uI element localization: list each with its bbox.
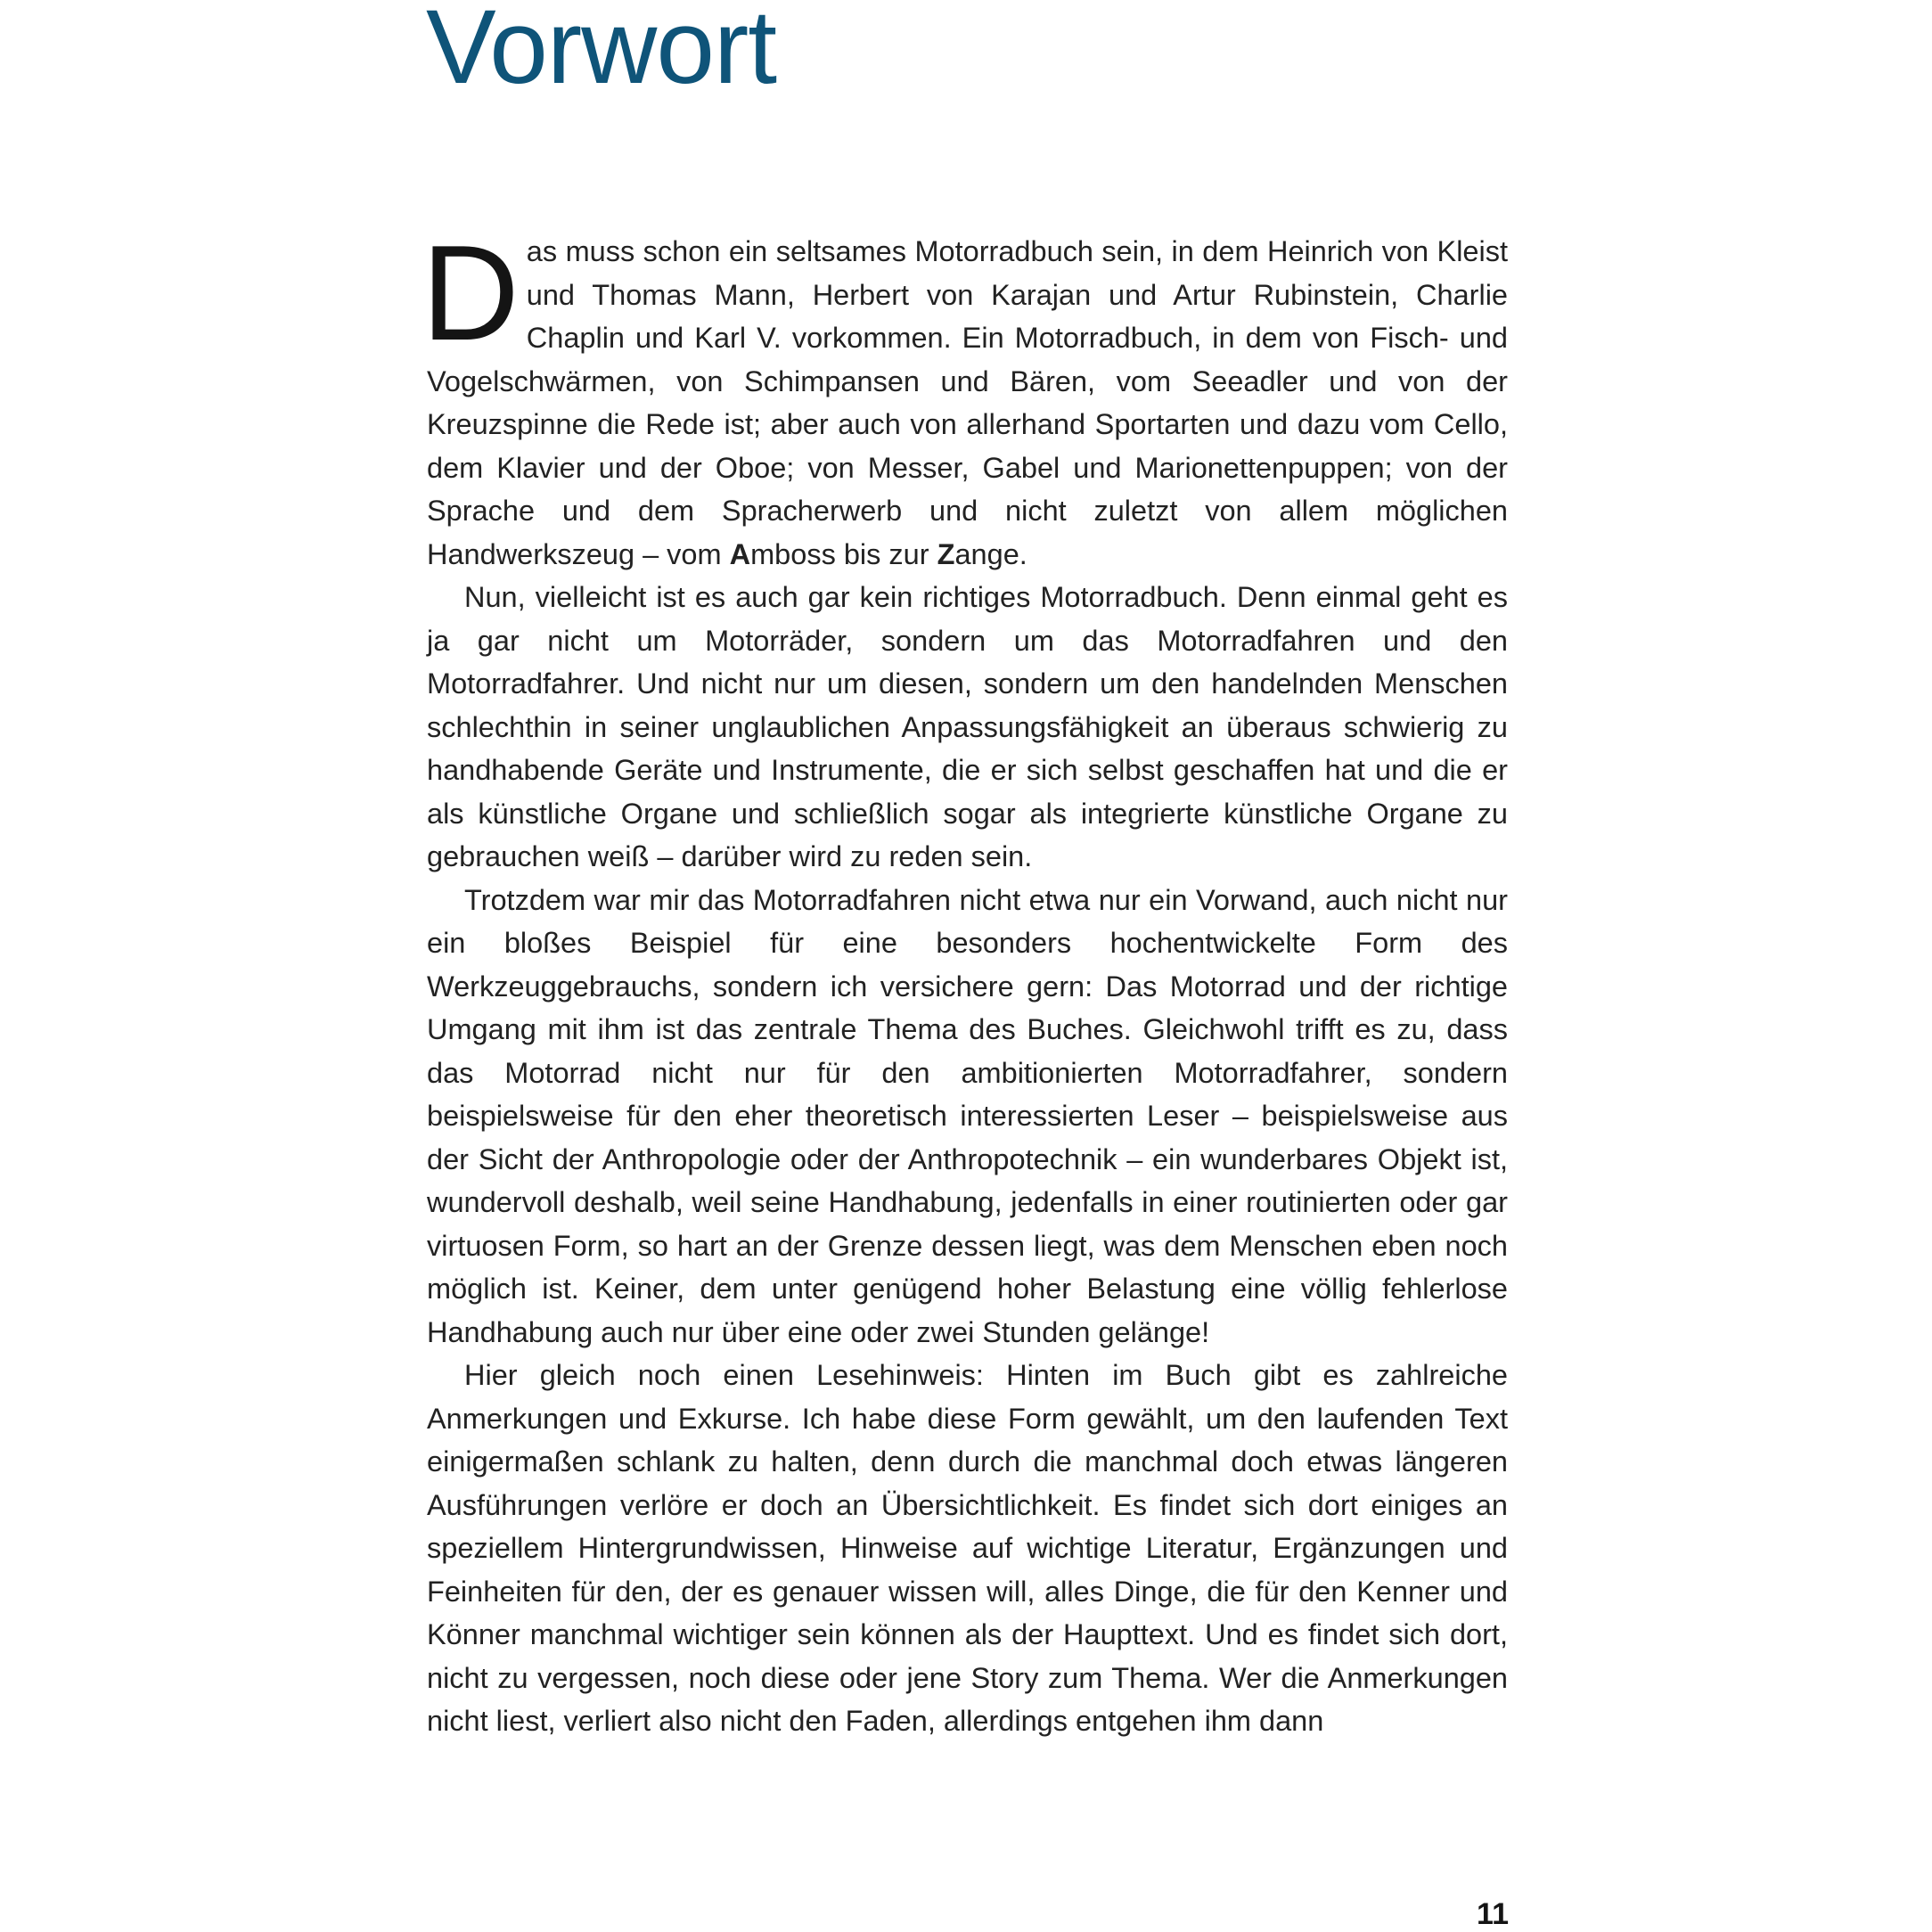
page-title: Vorwort <box>426 0 777 106</box>
drop-cap: D <box>422 217 520 369</box>
bold-initial-a: A <box>729 537 751 570</box>
paragraph-2: Nun, vielleicht ist es auch gar kein richtiges Motorradbuch. Denn einmal geht es ja gar nicht um Motorräder, sondern um das Motorradfahren und den Motorradfahrer. Und nicht nur um diesen, sondern um den handelnden Menschen schlechthin in seiner unglaublichen Anpassungsfähigkeit an überaus schwierig zu handhabende Geräte und Instrumente, die er sich selbst geschaffen hat und die er als künstliche Organe und schließlich sogar als integrierte künstliche Organe zu gebrauchen weiß – darüber wird zu reden sein. <box>427 581 1508 872</box>
page-number: 11 <box>1477 1897 1509 1931</box>
body-text <box>422 217 1508 1743</box>
paragraph-1-tail: ange. <box>954 537 1027 570</box>
paragraph-3: Trotzdem war mir das Motorradfahren nicht etwa nur ein Vorwand, auch nicht nur ein bloßes Beispiel für eine besonders hochentwickelte Form des Werkzeuggebrauchs, sondern ich versichere gern: Das Motorrad und der richtige Umgang mit ihm ist das zentrale Thema des Buches. Gleichwohl trifft es zu, dass das Motorrad nicht nur für den ambitionierten Motorradfahrer, sondern beispielsweise für den eher theoretisch interessierten Leser – beispielsweise aus der Sicht der Anthropologie oder der Anthropotechnik – ein wunderbares Objekt ist, wundervoll deshalb, weil seine Handhabung, jedenfalls in einer routinierten oder gar virtuosen Form, so hart an der Grenze dessen liegt, was dem Menschen eben noch möglich ist. Keiner, dem unter genügend hoher Belastung eine völlig fehlerlose Handhabung auch nur über eine oder zwei Stunden gelänge! <box>427 883 1508 1348</box>
bold-initial-z: Z <box>937 537 955 570</box>
paragraph-1-mid: mboss bis zur <box>750 537 937 570</box>
paragraph-1 <box>422 217 1508 576</box>
paragraph-4: Hier gleich noch einen Lesehinweis: Hinten im Buch gibt es zahlreiche Anmerkungen und Exkurse. Ich habe diese Form gewählt, um den laufenden Text einigermaßen schlank zu halten, denn durch die manchmal doch etwas längeren Ausführungen verlöre er doch an Übersichtlichkeit. Es findet sich dort einiges an speziellem Hintergrundwissen, Hinweise auf wichtige Literatur, Ergänzungen und Feinheiten für den, der es genauer wissen will, alles Dinge, die für den Kenner und Könner manchmal wichtiger sein können als der Haupttext. Und es findet sich dort, nicht zu vergessen, noch diese oder jene Story zum Thema. Wer die Anmerkungen nicht liest, verliert also nicht den Faden, allerdings entgehen ihm dann <box>427 1359 1508 1737</box>
paragraph-1-lead: as muss schon ein seltsames Motorradbuch sein, in dem Heinrich von Kleist und Thomas Mann, Herbert von Karajan und Artur Rubinstein, Charlie Chaplin und Karl V. vorkommen. Ein Motorradbuch, in dem von Fisch- und Vogelschwärmen, von Schimpansen und Bären, vom Seeadler und von der Kreuzspinne die Rede ist; aber auch von allerhand Sportarten und dazu vom Cello, dem Klavier und der Oboe; von Messer, Gabel und Marionettenpuppen; von der Sprache und dem Spracherwerb und nicht zuletzt von allem möglichen Handwerkszeug – vom <box>427 235 1508 570</box>
